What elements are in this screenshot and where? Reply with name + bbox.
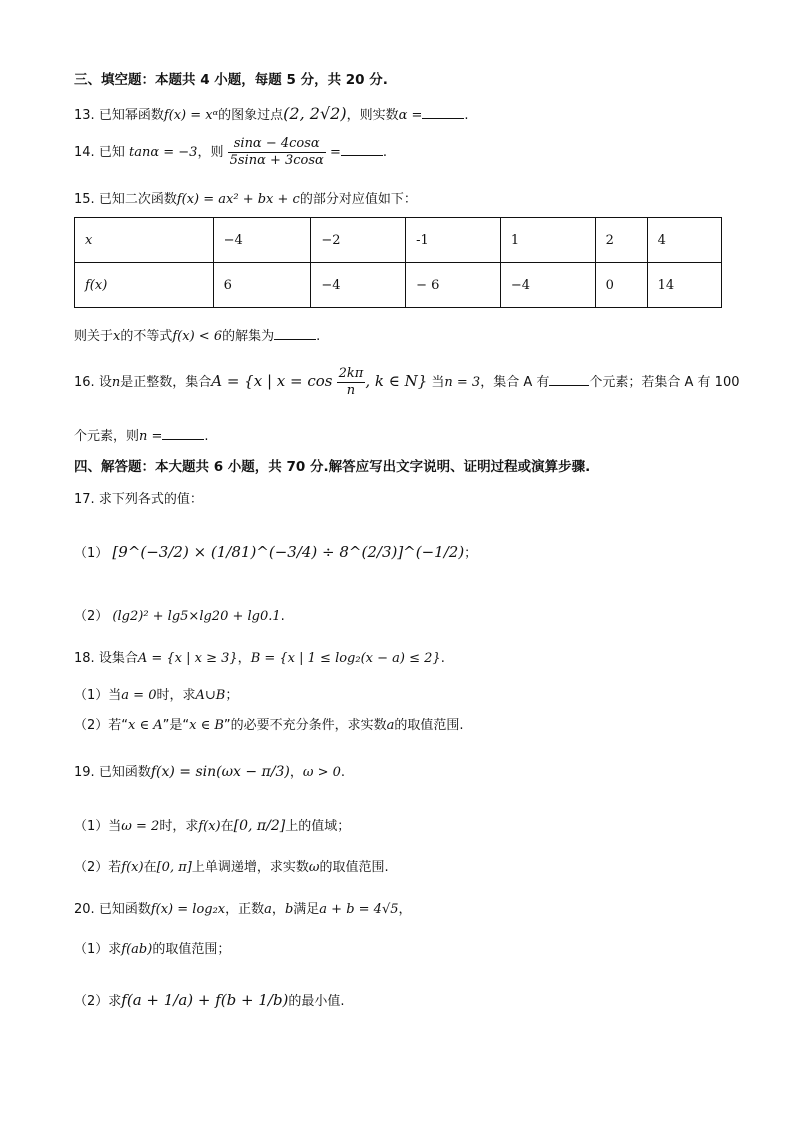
- part-label: （2）: [74, 609, 109, 624]
- fraction: $\frac{\sin\alpha - 4\cos\alpha}{5\sin\alpha + 3\cos\alpha}$: [229, 136, 324, 168]
- section-4-heading: 四、解答题：本大题共 6 小题，共 70 分.解答应写出文字说明、证明过程或演算步骤.: [74, 459, 591, 475]
- question-15: 15. 已知二次函数f(x) = ax² + bx + c的部分对应值如下：: [74, 192, 417, 207]
- question-16-line-2: 个元素，则n = .: [74, 429, 209, 444]
- question-15-ask: 则关于x的不等式f(x) < 6的解集为 .: [74, 329, 321, 344]
- question-18-part-2: （2）若“x ∈ A”是“x ∈ B”的必要不充分条件，求实数a的取值范围.: [74, 718, 464, 733]
- question-number: 17.: [74, 492, 95, 507]
- table-header-cell: x: [75, 218, 214, 263]
- answer-blank: [422, 106, 464, 119]
- set-a: A = {x | x ≥ 3}: [137, 651, 238, 666]
- power-function: f(x) = xᵅ: [163, 108, 219, 123]
- expression: f(a + 1/a) + f(b + 1/b): [121, 991, 289, 1009]
- part-label: （2）: [74, 860, 109, 875]
- quadratic-function: f(x) = ax² + bx + c: [176, 192, 300, 207]
- question-number: 18.: [74, 651, 95, 666]
- question-number: 15.: [74, 192, 95, 207]
- section-3-heading: 三、填空题：本题共 4 小题，每题 5 分，共 20 分.: [74, 72, 388, 88]
- table-cell: −4: [311, 263, 406, 308]
- inequality: f(x) < 6: [172, 329, 223, 344]
- set-a: A = {x | x = cos: [211, 372, 333, 390]
- table-header-cell: f(x): [75, 263, 214, 308]
- table-cell: −4: [213, 218, 311, 263]
- set-b: B = {x | 1 ≤ log₂(x − a) ≤ 2}: [250, 651, 441, 666]
- question-20-part-1: （1）求f(ab)的取值范围；: [74, 942, 231, 957]
- part-label: （1）: [74, 688, 109, 703]
- question-18: 18. 设集合A = {x | x ≥ 3}，B = {x | 1 ≤ log₂(x − a) ≤ 2}.: [74, 651, 445, 666]
- table-cell: 6: [213, 263, 311, 308]
- table-cell: − 6: [406, 263, 501, 308]
- question-20-part-2: （2）求f(a + 1/a) + f(b + 1/b)的最小值.: [74, 991, 345, 1009]
- answer-blank: [341, 143, 383, 156]
- interval: [0, π]: [156, 860, 192, 875]
- question-number: 16.: [74, 375, 95, 390]
- question-20: 20. 已知函数f(x) = log₂x，正数a，b满足a + b = 4√5，: [74, 902, 412, 917]
- fraction: $\frac{2k\pi}{n}$: [338, 366, 364, 398]
- part-label: （1）: [74, 546, 109, 561]
- table-row: [75, 263, 722, 308]
- part-label: （2）: [74, 718, 109, 733]
- table-cell: −4: [500, 263, 595, 308]
- part-label: （2）: [74, 994, 109, 1009]
- part-label: （1）: [74, 819, 109, 834]
- expression: [9^(−3/2) × (1/81)^(−3/4) ÷ 8^(2/3)]^(−1/2): [112, 543, 465, 561]
- table-cell: −2: [311, 218, 406, 263]
- question-16: 16. 设n是正整数，集合A = {x | x = cos $\frac{2k\pi}{n}$ , k ∈ N} 当n = 3，集合 A 有 个元素；若集合 A 有 100: [74, 366, 740, 398]
- table-cell: 4: [647, 218, 721, 263]
- question-19-part-1: （1）当ω = 2时，求f(x)在[0, π/2]上的值域；: [74, 818, 351, 834]
- table-cell: -1: [406, 218, 501, 263]
- table-cell: 1: [500, 218, 595, 263]
- question-13: 13. 已知幂函数f(x) = xᵅ的图象过点(2, 2√2)，则实数α = .: [74, 104, 469, 123]
- question-number: 13.: [74, 108, 95, 123]
- question-19-part-2: （2）若f(x)在[0, π]上单调递增，求实数ω的取值范围.: [74, 860, 389, 875]
- answer-blank: [549, 373, 589, 386]
- answer-blank: [274, 327, 316, 340]
- answer-blank: [162, 427, 204, 440]
- condition: tanα = −3: [128, 145, 198, 160]
- question-18-part-1: （1）当a = 0时，求A∪B；: [74, 688, 239, 703]
- question-number: 19.: [74, 765, 95, 780]
- question-19: 19. 已知函数f(x) = sin(ωx − π/3)，ω > 0.: [74, 764, 346, 780]
- point: (2, 2√2): [283, 104, 347, 123]
- question-17-part-1: （1） [9^(−3/2) × (1/81)^(−3/4) ÷ 8^(2/3)]^(−1/2)；: [74, 543, 478, 561]
- table-cell: 14: [647, 263, 721, 308]
- question-14: 14. 已知 tanα = −3，则 $\frac{\sin\alpha - 4\cos\alpha}{5\sin\alpha + 3\cos\alpha}$ = .: [74, 136, 388, 168]
- table-row: [75, 218, 722, 263]
- question-number: 14.: [74, 145, 95, 160]
- interval: [0, π/2]: [233, 818, 286, 834]
- sine-function: f(x) = sin(ωx − π/3): [150, 764, 290, 780]
- question-17-part-2: （2） (lg2)² + lg5×lg20 + lg0.1.: [74, 609, 285, 624]
- table-cell: 2: [595, 218, 647, 263]
- value-table: [74, 217, 722, 308]
- question-17: 17. 求下列各式的值：: [74, 492, 203, 507]
- question-number: 20.: [74, 902, 95, 917]
- log-function: f(x) = log₂x: [150, 902, 226, 917]
- expression: (lg2)² + lg5×lg20 + lg0.1: [112, 609, 281, 624]
- table-cell: 0: [595, 263, 647, 308]
- part-label: （1）: [74, 942, 109, 957]
